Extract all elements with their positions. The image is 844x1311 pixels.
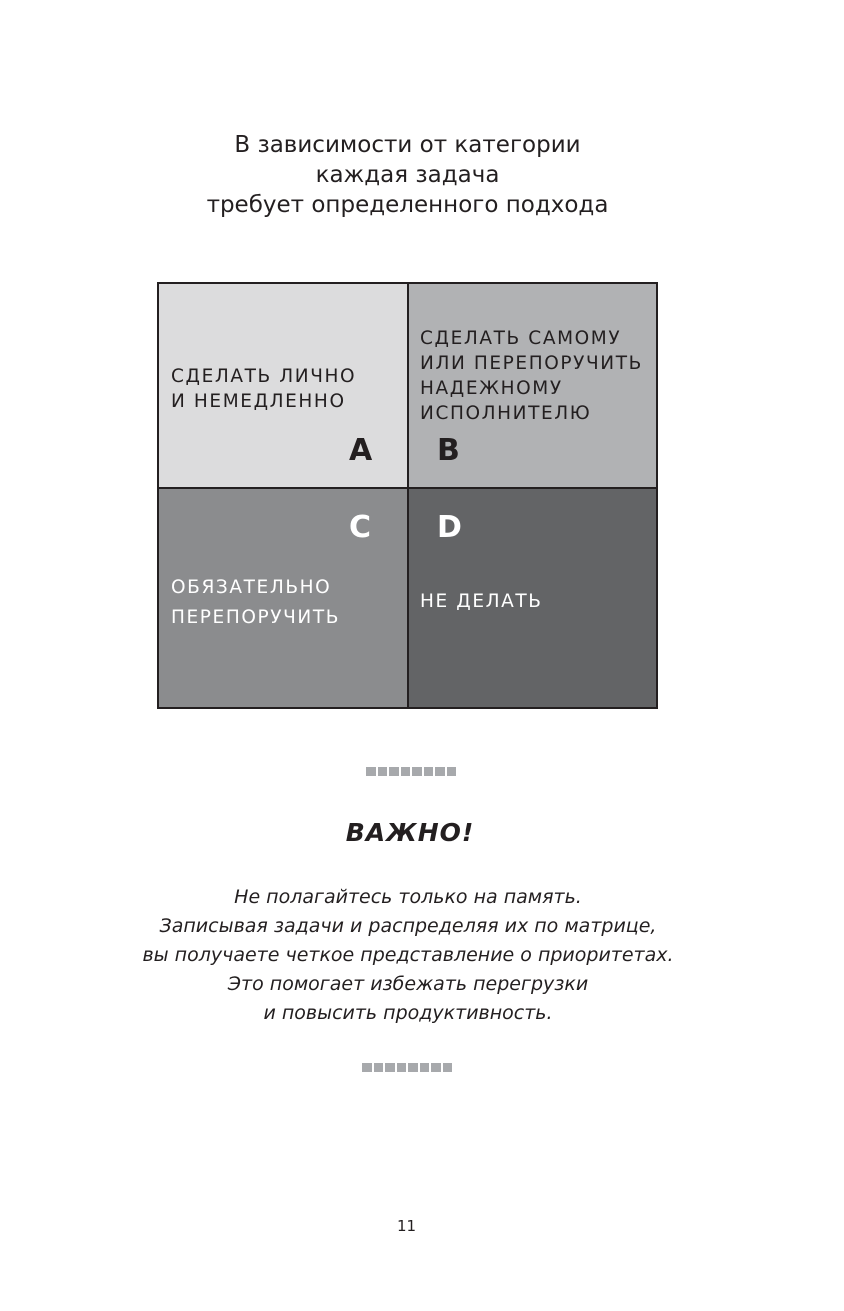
quadrant-c-letter: C <box>349 510 372 545</box>
quadrant-b-text <box>420 326 643 426</box>
quadrant-d-text <box>420 589 543 614</box>
important-line: и повысить продуктивность. <box>263 1002 553 1024</box>
intro-line: требует определенного подхода <box>206 192 609 218</box>
intro-heading <box>0 130 815 220</box>
priority-matrix <box>157 282 658 709</box>
quadrant-c-line: ПЕРЕПОРУЧИТЬ <box>171 607 341 628</box>
quadrant-b-line: ИЛИ ПЕРЕПОРУЧИТЬ <box>420 353 643 374</box>
quadrant-b-line: СДЕЛАТЬ САМОМУ <box>420 328 622 349</box>
quadrant-a-line: И НЕМЕДЛЕННО <box>171 391 346 412</box>
quadrant-c-text <box>171 573 340 633</box>
quadrant-b <box>409 284 656 489</box>
quadrant-b-line: НАДЕЖНОМУ <box>420 378 563 399</box>
page-number: 11 <box>396 1217 417 1235</box>
quadrant-a-text <box>171 364 356 414</box>
quadrant-a-letter: A <box>349 433 373 468</box>
quadrant-d <box>409 489 656 707</box>
important-line: вы получаете четкое представление о приоритетах. <box>142 944 674 966</box>
section-divider-top <box>366 767 456 776</box>
quadrant-b-letter: B <box>437 433 460 468</box>
intro-line: В зависимости от категории <box>234 132 581 158</box>
important-title: ВАЖНО! <box>345 818 475 847</box>
quadrant-c-line: ОБЯЗАТЕЛЬНО <box>171 577 332 598</box>
important-line: Записывая задачи и распределяя их по матрице, <box>159 915 657 937</box>
quadrant-b-line: ИСПОЛНИТЕЛЮ <box>420 403 592 424</box>
quadrant-d-letter: D <box>437 510 462 545</box>
important-line: Это помогает избежать перегрузки <box>227 973 589 995</box>
important-text <box>0 883 816 1028</box>
quadrant-c <box>159 489 409 707</box>
intro-line: каждая задача <box>315 162 500 188</box>
quadrant-a <box>159 284 409 489</box>
section-divider-bottom <box>362 1063 452 1072</box>
quadrant-d-line: НЕ ДЕЛАТЬ <box>420 591 543 612</box>
important-line: Не полагайтесь только на память. <box>234 886 582 908</box>
quadrant-a-line: СДЕЛАТЬ ЛИЧНО <box>171 366 357 387</box>
